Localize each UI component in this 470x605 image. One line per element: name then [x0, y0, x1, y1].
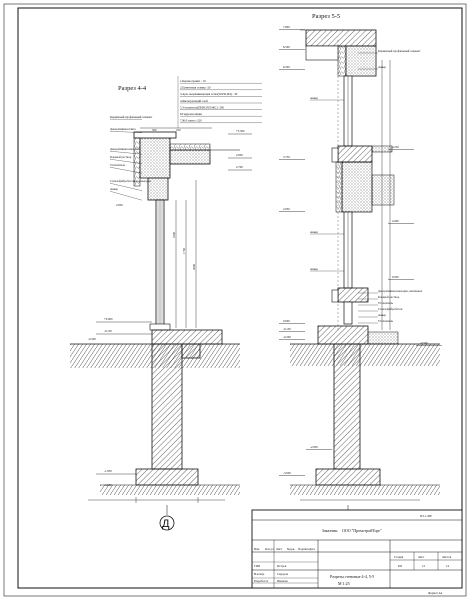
foundation-footing-5-5: [316, 469, 380, 485]
elevation-mark: 3.750: [283, 155, 290, 159]
elevation-mark: -2.950: [310, 445, 318, 449]
leader-label: Декоративная плита: [110, 127, 136, 131]
floor-slab-4-4: [152, 330, 222, 344]
stage-value: РП: [398, 564, 402, 568]
leader-label: Стеклофибробетонная накладка: [110, 179, 151, 183]
cornice-element: [134, 132, 176, 138]
leader-label: Карнизный профильный элемент: [378, 49, 421, 53]
svg-text:-0.150: -0.150: [104, 329, 112, 333]
sheets-header: Листов: [442, 555, 452, 559]
leader-label: Анкер: [378, 65, 386, 69]
layer-item: 2.Цементная стяжка -20: [180, 85, 211, 90]
leader-label: Декоративная накладка, вентканал: [378, 289, 423, 293]
signature-2: Сидоров: [277, 572, 289, 576]
roof-slab: [170, 150, 210, 164]
spandrel-5-5: [342, 162, 372, 212]
leader-label: Утеплитель: [110, 163, 125, 167]
elevation-mark: 7.800: [283, 25, 290, 29]
layer-item: 6.Гидроизоляция: [180, 112, 202, 116]
floor-slab-5-5-lower: [338, 288, 368, 302]
elevation-mark: 6.200: [283, 65, 290, 69]
role-3: Разработал: [254, 579, 269, 583]
axis-label-d: Д: [162, 518, 170, 530]
section-4-4-title: Разрез 4-4: [118, 85, 147, 92]
layer-item: 7.Ж/б плита -220: [180, 118, 202, 123]
stage-header: Стадия: [394, 555, 404, 559]
title-block: [252, 510, 462, 588]
svg-text:Анкер: Анкер: [310, 267, 318, 271]
svg-text:+0.000: +0.000: [104, 317, 113, 321]
floor-slab-5-5-ground: [318, 326, 368, 344]
svg-text:250: 250: [176, 128, 181, 132]
foundation-footing-4-4: [136, 469, 198, 485]
leader-label: Анкер: [378, 313, 386, 317]
elevation-mark: 2.950: [283, 207, 290, 211]
sheets-value: 14: [446, 564, 449, 568]
leader-label: Утеплитель: [378, 319, 393, 323]
layer-item: 3.Арм. выравнивающая сетка(50х50,Ф4) - 30: [180, 92, 238, 97]
table-header: Изм.: [254, 547, 260, 551]
window-lower-5-5: [344, 302, 352, 324]
elevation-mark: -0.500: [420, 341, 428, 345]
parapet-concrete: [140, 136, 170, 178]
roof-insulation: [170, 144, 210, 150]
sheet-header: Лист: [418, 555, 425, 559]
sheet-scale: М 1:25: [338, 581, 350, 586]
layer-item: 5.Утеплитель(ПЕНОПЛЭКС) -200: [180, 105, 224, 110]
role-2: Н.контр.: [254, 572, 265, 576]
svg-text:Анкер: Анкер: [310, 96, 318, 100]
table-header: Подпись: [298, 547, 310, 551]
svg-text:2.850: 2.850: [116, 203, 123, 207]
svg-text:Анкер: Анкер: [310, 230, 318, 234]
svg-text:1750: 1750: [182, 248, 186, 254]
elevation-mark: 0.950: [392, 275, 399, 279]
table-header: №док.: [287, 547, 296, 551]
svg-text:500: 500: [152, 128, 157, 132]
table-header: Дата: [309, 547, 315, 551]
leader-label: Клеевой раствор: [110, 155, 132, 159]
section-5-5-title: Разрез 5-5: [312, 13, 341, 20]
format-label: Формат А4: [428, 591, 443, 595]
leader-label: Клеевой раствор: [378, 295, 400, 299]
layer-list-4-4: [178, 76, 262, 128]
leader-label: Карнизный профильный элемент: [110, 115, 153, 119]
leader-label: Анкер: [110, 187, 118, 191]
table-header: Кол.уч: [265, 547, 274, 551]
leader-label: Декоративная накладка: [110, 147, 140, 151]
svg-text:1000: 1000: [172, 232, 176, 238]
elevation-mark: 6.500: [283, 45, 290, 49]
svg-text:+3.500: +3.500: [236, 129, 245, 133]
project-code: ПЗ-1-30Р: [420, 514, 432, 518]
ground-fill-5-5: [290, 344, 440, 366]
sheet-value: 12: [422, 564, 425, 568]
roof-cornice-5-5: [306, 30, 376, 46]
role-1: ГИП: [254, 564, 261, 568]
sheet-title: Разрезы стеновые 4-4, 5-5: [330, 574, 375, 579]
lintel: [148, 178, 168, 200]
customer-label: Заказчик:: [322, 528, 339, 533]
foundation-wall-4-4: [152, 344, 182, 469]
elevation-mark: 4.250: [392, 145, 399, 149]
signature-1: Петров: [277, 564, 287, 568]
leader-label: Утеплитель: [378, 301, 393, 305]
elevation-mark: 2.600: [392, 219, 399, 223]
table-header: Лист: [276, 547, 283, 551]
svg-text:2.700: 2.700: [236, 165, 243, 169]
elevation-mark: -3.000: [283, 471, 291, 475]
foundation-wall-5-5: [334, 344, 360, 469]
layer-item: 4.Фильтрующий слой: [180, 98, 208, 103]
leader-label: Стеклофибробетон: [378, 307, 403, 311]
svg-text:2.850: 2.850: [236, 153, 243, 157]
floor-slab-5-5-upper: [338, 146, 372, 162]
svg-text:-0.500: -0.500: [88, 337, 96, 341]
elevation-mark: -0.150: [283, 327, 291, 331]
elevation-mark: 0.000: [283, 319, 290, 323]
svg-text:-1.850: -1.850: [104, 469, 112, 473]
elevation-mark: -0.200: [283, 335, 291, 339]
layer-item: 1.Керамогранит - 10: [180, 79, 206, 83]
svg-text:2000: 2000: [192, 264, 196, 270]
elevations-5-5: [279, 25, 442, 476]
svg-text:-3.000: -3.000: [104, 483, 112, 487]
customer-name: ООО "ПромстройТорг": [342, 528, 382, 533]
signature-3: Иванова: [277, 579, 288, 583]
